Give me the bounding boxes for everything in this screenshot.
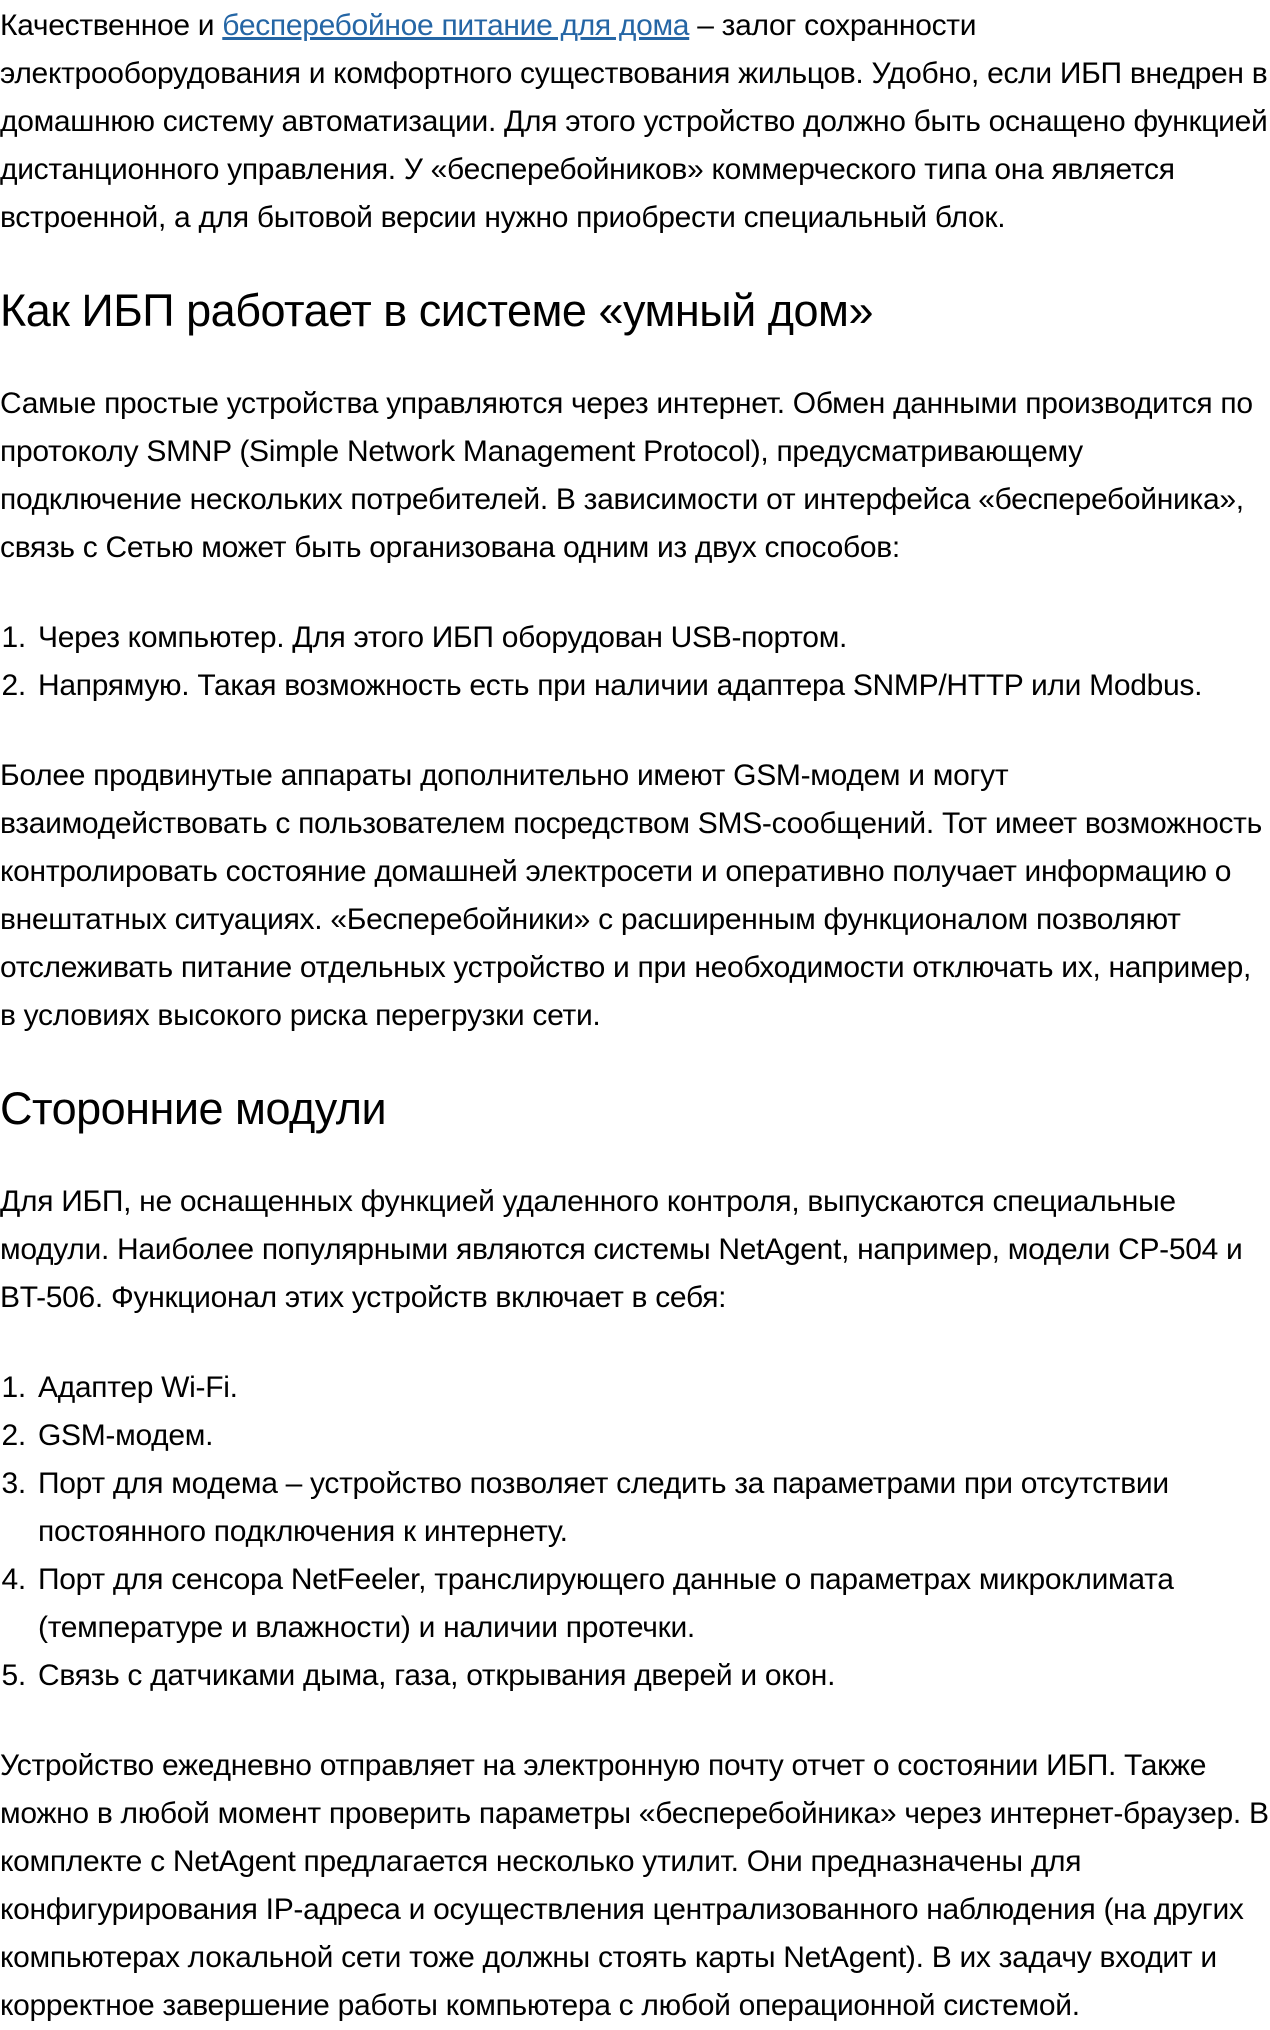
modules-intro-paragraph: Для ИБП, не оснащенных функцией удаленного контроля, выпускаются специальные модули. Наиболее популярными являются системы NetAgent, например, модели CP-504 и BT-506. Функционал этих устройств включает в себя:: [0, 1185, 1243, 1314]
list-item-via-computer: 1. Через компьютер. Для этого ИБП оборудован USB-портом.: [34, 614, 1270, 662]
list-item-sensors-link: 5. Связь с датчиками дыма, газа, открывания дверей и окон.: [34, 1652, 1270, 1700]
list-item-modem-port: 3. Порт для модема – устройство позволяет следить за параметрами при отсутствии постоянного подключения к интернету.: [34, 1460, 1270, 1556]
heading-smart-home-section: Как ИБП работает в системе «умный дом»: [0, 285, 873, 336]
intro-text-after: – залог сохранности электрооборудования и комфортного существования жильцов. Удобно, если ИБП внедрен в домашнюю систему автоматизации. Для этого устройство должно быть оснащено функцией дистанционного управления. У «бесперебойников» коммерческого типа она является встроенной, а для бытовой версии нужно приобрести специальный блок.: [0, 9, 1268, 234]
smart-home-intro-paragraph: Самые простые устройства управляются через интернет. Обмен данными производится по протоколу SMNP (Simple Network Management Protocol), предусматривающему подключение нескольких потребителей. В зависимости от интерфейса «бесперебойника», связь с Сетью может быть организована одним из двух способов:: [0, 387, 1253, 564]
list-item-gsm-modem: 2. GSM-модем.: [34, 1412, 1270, 1460]
heading-modules-section: Сторонние модули: [0, 1083, 387, 1134]
advanced-devices-paragraph: Более продвинутые аппараты дополнительно имеют GSM-модем и могут взаимодействовать с пользователем посредством SMS-сообщений. Тот имеет возможность контролировать состояние домашней электросети и оперативно получает информацию о внештатных ситуациях. «Бесперебойники» с расширенным функционалом позволяют отслеживать питание отдельных устройство и при необходимости отключать их, например, в условиях высокого риска перегрузки сети.: [0, 759, 1262, 1032]
ups-home-power-link[interactable]: бесперебойное питание для дома: [222, 9, 690, 42]
intro-paragraph: [0, 2, 1270, 242]
list-item-netfeeler-port: 4. Порт для сенсора NetFeeler, транслирующего данные о параметрах микроклимата (температуре и влажности) и наличии протечки.: [34, 1556, 1270, 1652]
list-item-direct: 2. Напрямую. Такая возможность есть при наличии адаптера SNMP/HTTP или Modbus.: [34, 662, 1270, 710]
article-body: [0, 2, 1270, 2030]
intro-text-before: Качественное и: [0, 9, 223, 42]
module-features-list: [0, 1364, 1270, 1700]
modules-outro-paragraph: Устройство ежедневно отправляет на электронную почту отчет о состоянии ИБП. Также можно в любой момент проверить параметры «бесперебойника» через интернет-браузер. В комплекте с NetAgent предлагается несколько утилит. Они предназначены для конфигурирования IP-адреса и осуществления централизованного наблюдения (на других компьютерах локальной сети тоже должны стоять карты NetAgent). В их задачу входит и корректное завершение работы компьютера с любой операционной системой.: [0, 1749, 1269, 2022]
connection-methods-list: [0, 614, 1270, 710]
list-item-wifi-adapter: 1. Адаптер Wi-Fi.: [34, 1364, 1270, 1412]
